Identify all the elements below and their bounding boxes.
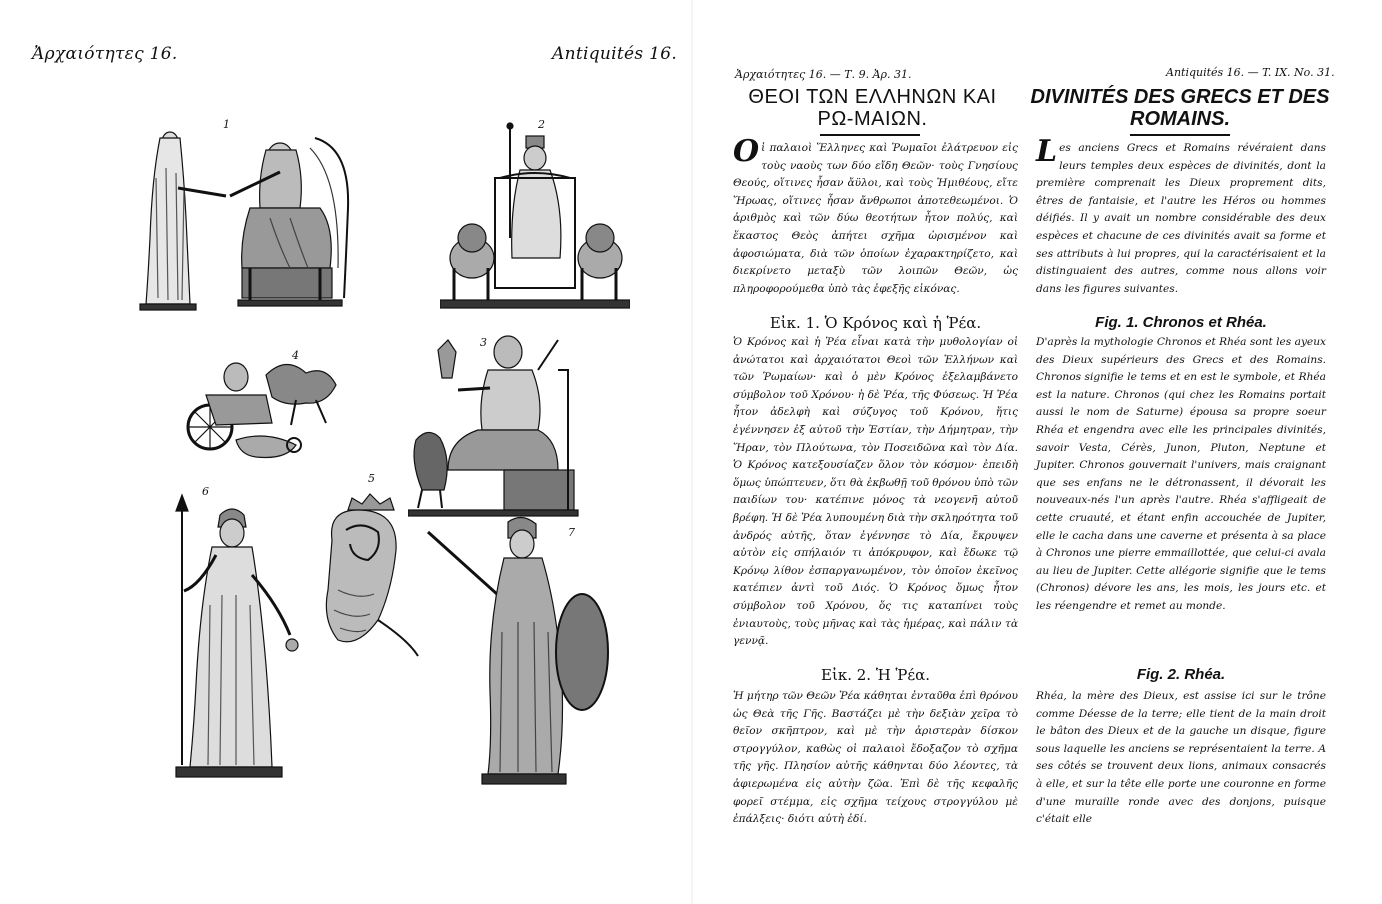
greek-dropcap: Ο	[733, 134, 760, 169]
figure-5	[318, 470, 428, 660]
french-dropcap: L	[1036, 134, 1058, 169]
title-french-rule	[1130, 134, 1230, 136]
title-french: DIVINITÉS DES GRECS ET DES ROMAINS.	[1030, 86, 1330, 130]
figure-5-illustration	[318, 470, 428, 660]
figure-5-number: 5	[368, 472, 375, 485]
figure-6-number: 6	[202, 485, 209, 498]
figure-6	[160, 485, 310, 785]
title-greek-rule	[820, 134, 920, 136]
figure-4	[176, 345, 356, 465]
figure-6-illustration	[160, 485, 310, 785]
title-greek: ΘΕΟΙ ΤΩΝ ΕΛΛΗΝΩΝ ΚΑΙ ΡΩ-ΜΑΙΩΝ.	[748, 86, 997, 130]
french-intro-paragraph	[1036, 134, 1326, 298]
french-subheading-2: Fig. 2. Rhéa.	[1136, 666, 1226, 683]
figure-4-illustration	[176, 345, 356, 465]
french-subheading-1: Fig. 1. Chronos et Rhéa.	[1095, 314, 1267, 331]
figure-7-number: 7	[568, 526, 575, 539]
figure-1-illustration	[130, 118, 360, 318]
figure-3-illustration	[408, 330, 588, 520]
figure-7	[418, 512, 618, 792]
figure-3	[408, 330, 588, 520]
figure-3-number: 3	[480, 336, 487, 349]
french-paragraph-2: D'après la mythologie Chronos et Rhéa sont les ayeux des Dieux supérieurs des Grecs et des Romains. Chronos signifie le tems et en est le symbole, et Rhéa est la nature. Chronos (qui chez les Romains portait aussi le nom de Saturne) épousa sa propre soeur Rhéa et engendra avec elle les principales divinités, savoir Vesta, Cérès, Junon, Pluton, Neptune et Jupiter. Chronos gouvernait l'univers, mais craignant que ses enfans ne le détronassent, il dévorait les nouveaux-nés l'un après l'autre. Rhéa s'affligeait de cette cruauté, et étant enfin accouchée de Jupiter, elle le cacha dans une caverne et présenta à sa place à Chronos une pierre emmaillottée, que celui-ci avala au lieu de Jupiter. Cette allégorie signifie que le tems (Chronos) dévore les ans, les mois, les jours etc. et les réengendre et remet au monde.	[1036, 336, 1326, 612]
figure-2-illustration	[440, 118, 630, 313]
left-header-french: Antiquités 16.	[552, 44, 678, 64]
figure-7-illustration	[418, 512, 618, 792]
greek-intro-paragraph	[733, 134, 1018, 298]
french-intro-text: es anciens Grecs et Romains révéraient dans leurs temples deux espèces de divinités, dont la première comprenait les Dieux proprement dits, êtres de fantaisie, et l'autre les Héros ou hommes déifiés. Il y avait un nombre considérable des deux espèces et chacune de ces divinités avait sa forme et ses attributs à lui propres, qui la caractérisaient et la distinguaient des autres, comme nous allons voir dans les figures suivantes.	[1036, 142, 1326, 295]
greek-paragraph-3: Ἡ μήτηρ τῶν Θεῶν Ῥέα κάθηται ἐνταῦθα ἐπὶ θρόνου ὡς Θεὰ τῆς Γῆς. Βαστάζει μὲ τὴν δεξιὰν χεῖρα τὸ θεῖον σκῆπτρον, καὶ μὲ τὴν ἀριστερὰν δίσκον στρογγύλον, καθὼς οἱ παλαιοὶ ἔδοξαζον τὸ σχῆμα τῆς γῆς. Πλησίον αὐτῆς κάθηνται δύο λέοντες, τὰ ἀφιερωμένα εἰς αὐτὴν ζῶα. Ἐπὶ δὲ τῆς κεφαλῆς φορεῖ στέμμα, εἰς σχῆμα τείχους στρογγύλου μὲ ἐπάλξεις· διότι αὐτὴ ἐδί.	[733, 690, 1018, 826]
figure-2	[440, 118, 630, 313]
figure-1-number: 1	[223, 118, 230, 131]
right-runhead-greek: Ἀρχαιότητες 16. — Τ. 9. Ἀρ. 31.	[735, 68, 912, 81]
page-gutter	[691, 0, 693, 904]
greek-paragraph-2: Ὁ Κρόνος καὶ ἡ Ῥέα εἶναι κατὰ τὴν μυθολογίαν οἱ ἀνώτατοι καὶ ἀρχαιότατοι Θεοὶ τῶν Ἑλλήνων καὶ τῶν Ῥωμαίων· καὶ ὁ μὲν Κρόνος ἐξελαμβάνετο σύμβολον τοῦ Χρόνου· ἡ δὲ Ῥέα, τῆς Φύσεως. Ἡ Ῥέα ἦτον ἀδελφὴ καὶ σύζυγος τοῦ Κρόνου, ἥτις ἐγέννησεν ἐξ αὐτοῦ τὴν Ἑστίαν, τὴν Δήμητραν, τὴν Ἥραν, τὸν Πλούτωνα, τὸν Ποσειδῶνα καὶ τὸν Δία. Ὁ Κρόνος κατεξουσίαζεν ὅλον τὸν κόσμον· ἐπειδὴ ὅμως ὑπώπτευεν, ὅτι θὰ ἐκβωθῇ τοῦ θρόνου ὑπὸ τῶν παιδίων του· κατέπινε μόνος τὰ νεογενῆ αὐτοῦ βρέφη. Ἡ δὲ Ῥέα λυπουμένη διὰ τὴν σκληρότητα τοῦ ἀνδρός αὐτῆς, ὅταν ἐγέννησε τὸ Δία, ἔκρυψεν αὐτὸν εἰς σπήλαιόν τι ἀπόκρυφον, καὶ ἔδωκε τῷ Κρόνῳ λίθον ἐσπαργανωμένον, τὸν ὁποῖον ἐκεῖνος κατέπιεν ἀντὶ τοῦ Διός. Ὁ Κρόνος ὅμως ἦτον σύμβολον τοῦ Χρόνου, ὅς τις καταπίνει τοὺς ἐνιαυτοὺς, τοὺς μῆνας καὶ τὰς ἡμέρας, καὶ πάλιν τὰ γεννᾷ.	[733, 336, 1018, 648]
left-header-greek: Ἀρχαιότητες 16.	[32, 44, 178, 64]
right-runhead-french: Antiquités 16. — T. IX. No. 31.	[1166, 66, 1335, 79]
figure-4-number: 4	[292, 349, 299, 362]
greek-intro-text: ἱ παλαιοὶ Ἕλληνες καὶ Ῥωμαῖοι ἐλάτρευον εἰς τοὺς ναοὺς των δύο εἴδη Θεῶν· τοὺς Γνησίους Θεούς, οἵτινες ἦσαν ἄϋλοι, καὶ τοὺς Ἡμιθέους, εἴτε Ἥρωας, οἵτινες ἦσαν ἄνθρωποι ἀποτεθεωμένοι. Ὁ ἀριθμὸς καὶ τῶν δύω θεοτήτων ἦτον πολύς, καὶ ἕκαστος Θεὸς ἀπήτει σχῆμα ὡρισμένον καὶ ἀφοσιώματα, διὰ τῶν ὁποίων ἐχαρακτηρίζετο, καὶ διεκρίνετο μεταξὺ τῶν λοιπῶν Θεῶν, ὡς πληροφορούμεθα ὑπὸ τὰς ἐφεξῆς εἰκόνας.	[733, 142, 1018, 295]
french-paragraph-3: Rhéa, la mère des Dieux, est assise ici sur le trône comme Déesse de la terre; elle tient de la main droit le bâton des Dieux et de la gauche un disque, figure sous laquelle les anciens se représentaient la terre. A ses côtés se trouvent deux lions, animaux consacrés à elle, et sur la tête elle porte une couronne en forme d'une muraille ronde avec des donjons, puisque c'était elle	[1036, 690, 1326, 826]
greek-subheading-2: Εἰκ. 2. Ἡ Ῥέα.	[821, 666, 930, 684]
greek-subheading-1: Εἰκ. 1. Ὁ Κρόνος καὶ ἡ Ῥέα.	[769, 314, 982, 332]
figure-1	[130, 118, 360, 318]
figure-2-number: 2	[538, 118, 545, 131]
